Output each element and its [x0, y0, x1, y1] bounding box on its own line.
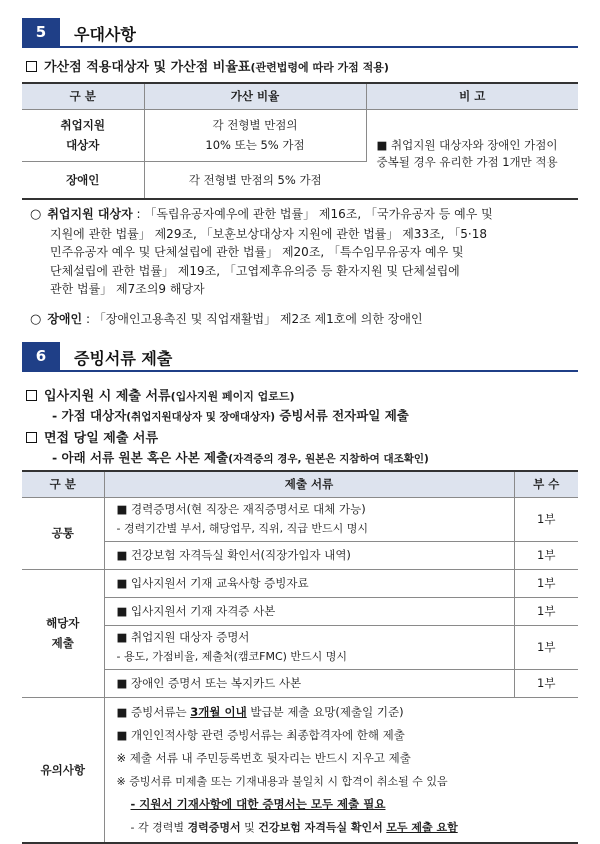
row-rate-disabled: 각 전형별 만점의 5% 가점 — [144, 161, 366, 199]
checkbox-square-icon — [26, 61, 37, 72]
row-category-employment: 취업지원 대상자 — [22, 109, 144, 161]
copies-cell: 1부 — [514, 569, 578, 597]
col-header-rate: 가산 비율 — [144, 83, 366, 109]
copies-cell: 1부 — [514, 669, 578, 697]
submission-interview-heading: 면접 당일 제출 서류 — [26, 427, 158, 446]
eligibility-item-disabled: ○ 장애인 : 「장애인고용촉진 및 직업재활법」 제2조 제1호에 의한 장애인 — [30, 312, 423, 327]
table-row: ■ 입사지원서 기재 교육사항 증빙자료 — [104, 569, 514, 597]
section-6-title: 증빙서류 제출 — [74, 349, 173, 368]
table-row: ■ 입사지원서 기재 자격증 사본 — [104, 597, 514, 625]
copies-cell: 1부 — [514, 597, 578, 625]
copies-cell: 1부 — [514, 541, 578, 569]
row-category-disabled: 장애인 — [22, 161, 144, 199]
submission-online-detail: - 가점 대상자(취업지원대상자 및 장애대상자) 증빙서류 전자파일 제출 — [52, 408, 409, 423]
checkbox-square-icon — [26, 390, 37, 401]
col-header-category: 구 분 — [22, 83, 144, 109]
category-applicable: 해당자 제출 — [22, 569, 104, 697]
submission-online-heading: 입사지원 시 제출 서류(입사지원 페이지 업로드) — [26, 385, 295, 404]
table-row: ■ 취업지원 대상자 증명서 - 용도, 가점비율, 제출처(캠코FMC) 반드시 명시 — [104, 625, 514, 669]
table-row: ■ 경력증명서(현 직장은 재직증명서로 대체 가능) - 경력기간별 부서, 해당업무, 직위, 직급 반드시 명시 — [104, 497, 514, 541]
table-row: ■ 장애인 증명서 또는 복지카드 사본 — [104, 669, 514, 697]
notes-cell: ■ 증빙서류는 3개월 이내 발급분 제출 요망(제출일 기준) ■ 개인인적사항 관련 증빙서류는 최종합격자에 한해 제출 ※ 제출 서류 내 주민등록번호 뒷자리는 반드시 지우고 제출 ※ 증빙서류 미제출 또는 기재내용과 불일치 시 합격이 취소될 수 있음 - 지원서 기재사항에 대한 증명서는 모두 제출 필요 - 각 경력별 경력증명서 및 건강보험 자격득실 확인서 모두 제출 요함 — [104, 697, 578, 843]
bonus-rate-table — [22, 82, 578, 200]
table-row: ■ 건강보험 자격득실 확인서(직장가입자 내역) — [104, 541, 514, 569]
copies-cell: 1부 — [514, 497, 578, 541]
row-rate-employment: 각 전형별 만점의 10% 또는 5% 가점 — [144, 109, 366, 161]
bonus-remarks: ■ 취업지원 대상자와 장애인 가점이 중복될 경우 유리한 가점 1개만 적용 — [366, 109, 578, 199]
col-header-remarks: 비 고 — [366, 83, 578, 109]
section-6-header — [22, 342, 578, 372]
section-6-number: 6 — [22, 342, 60, 370]
checkbox-square-icon — [26, 432, 37, 443]
section-5-title: 우대사항 — [74, 25, 136, 44]
col-header-category: 구 분 — [22, 471, 104, 497]
col-header-documents: 제출 서류 — [104, 471, 514, 497]
section-5-number: 5 — [22, 18, 60, 46]
copies-cell: 1부 — [514, 625, 578, 669]
documents-table — [22, 470, 578, 844]
col-header-copies: 부 수 — [514, 471, 578, 497]
bonus-table-heading: 가산점 적용대상자 및 가산점 비율표(관련법령에 따라 가점 적용) — [26, 56, 389, 75]
section-5-header — [22, 18, 578, 48]
category-common: 공통 — [22, 497, 104, 569]
eligibility-item-employment: ○ 취업지원 대상자 : 「독립유공자예우에 관한 법률」 제16조, 「국가유공자 등 예우 및 지원에 관한 법률」 제29조, 「보훈보상대상자 지원에 관한 법률」 제33조, 「5·18 민주유공자 예우 및 단체설립에 관한 법률」 제20조, 「특수임무유공자 예우 및 단체설립에 관한 법률」 제19조, 「고엽제후유의증 등 환자지원 및 단체설립에 관한 법률」 제7조의9 해당자 — [30, 207, 493, 296]
category-notes: 유의사항 — [22, 697, 104, 843]
submission-interview-detail: - 아래 서류 원본 혹은 사본 제출(자격증의 경우, 원본은 지참하여 대조확인) — [52, 450, 429, 465]
